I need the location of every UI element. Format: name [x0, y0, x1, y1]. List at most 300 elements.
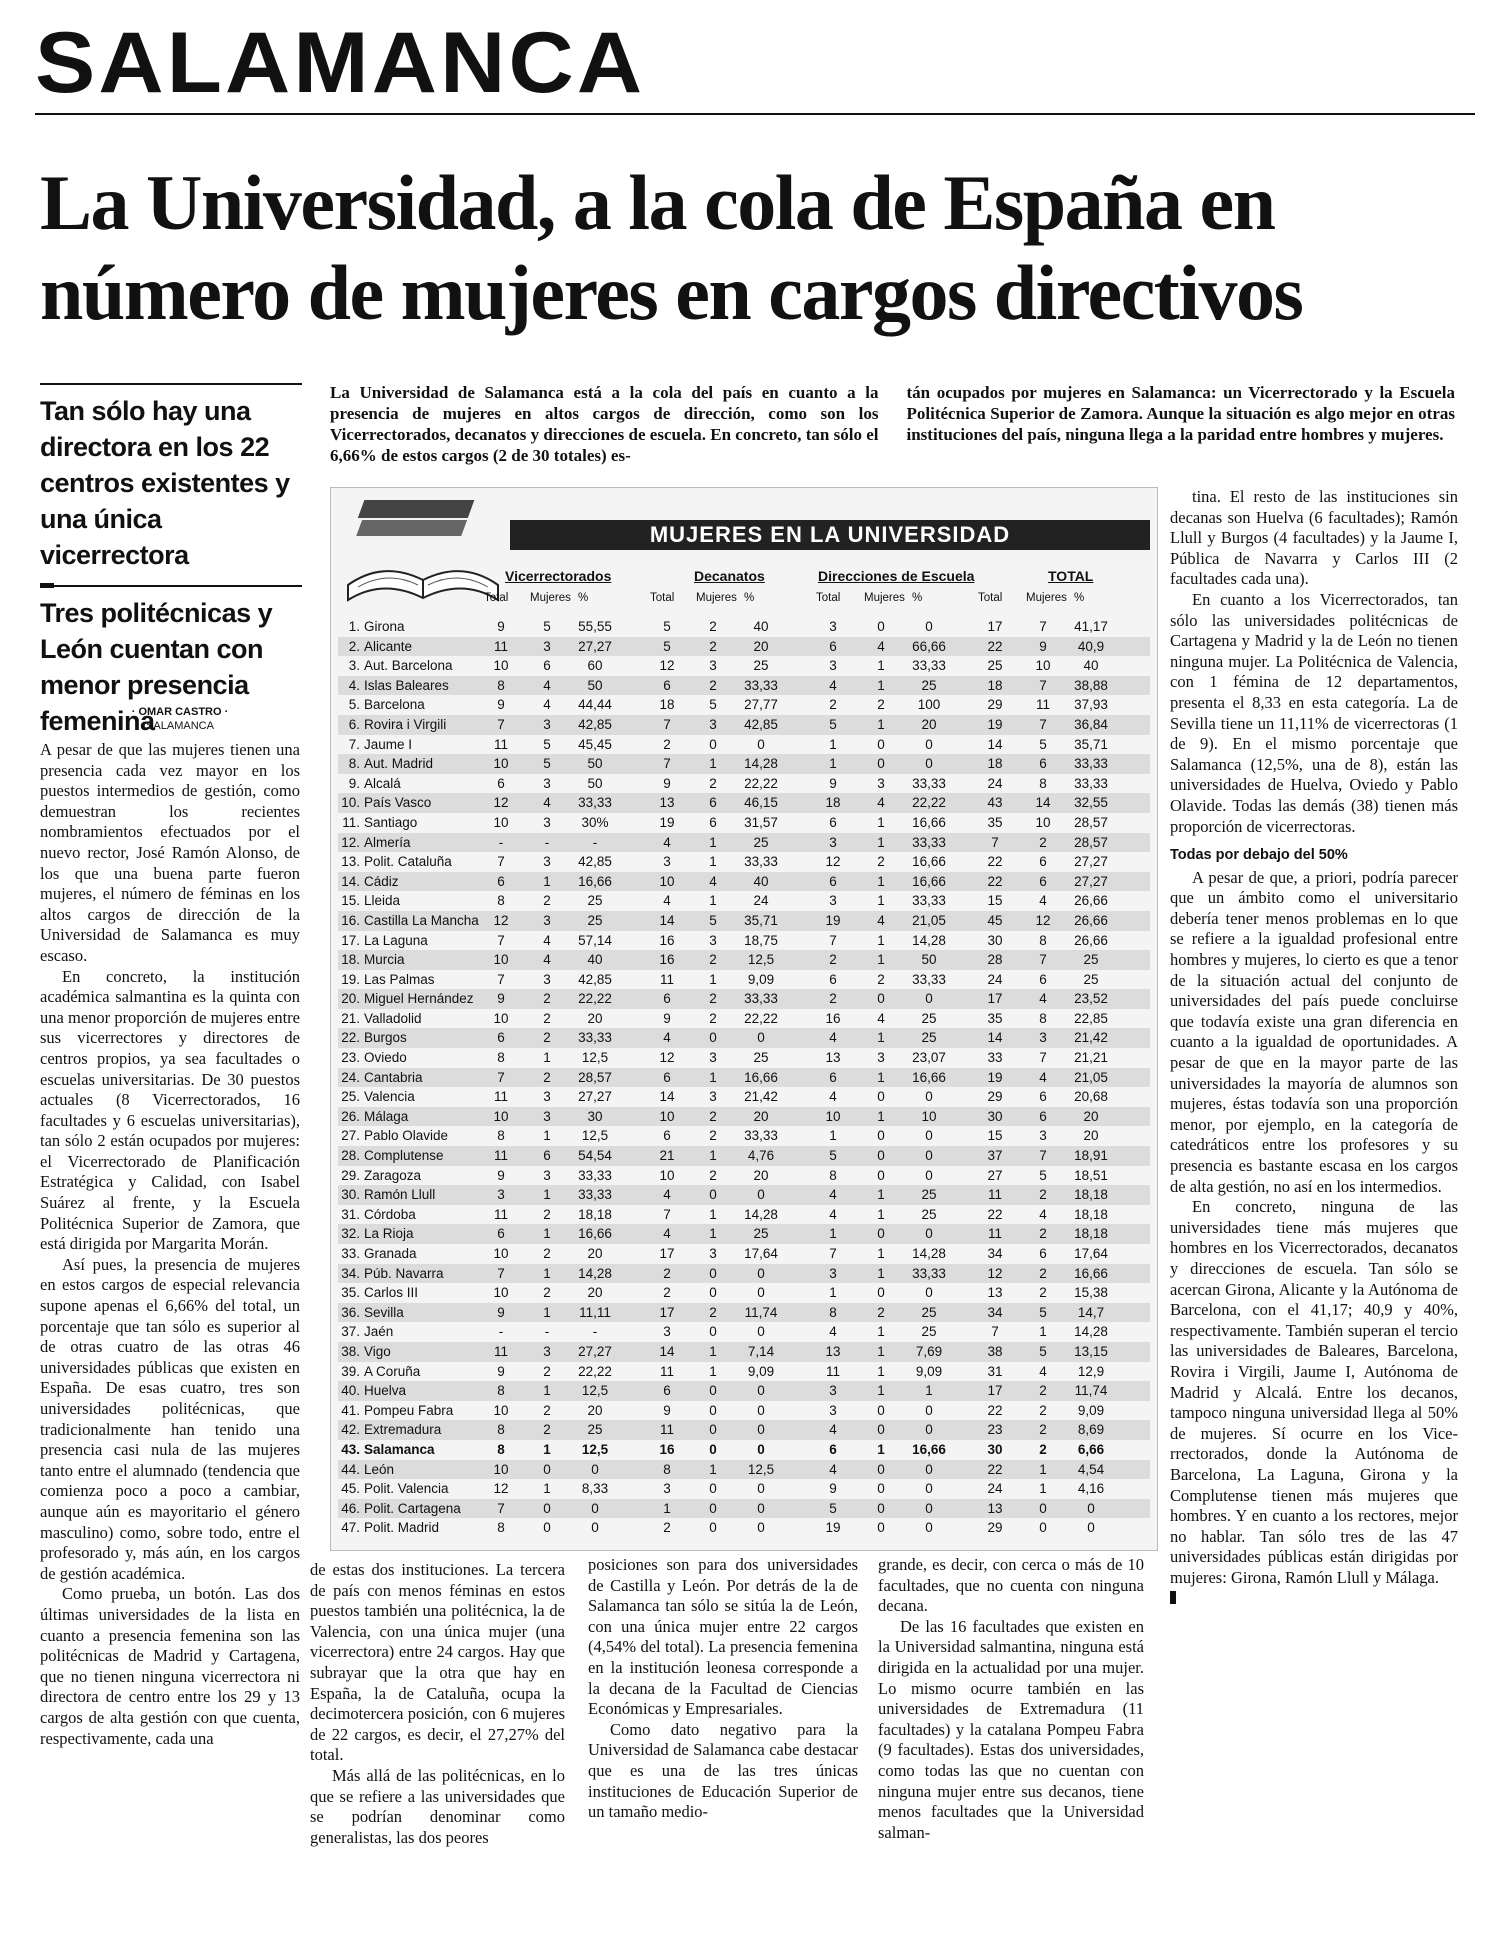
university-cell: Lleida [364, 893, 401, 909]
value-cell: 11,74 [744, 1304, 778, 1320]
rank-cell: 42. [341, 1422, 360, 1438]
value-cell: 1 [709, 756, 717, 772]
value-cell: 8 [497, 1441, 505, 1457]
value-cell: 30 [587, 1108, 603, 1124]
byline-author: · OMAR CASTRO · [131, 706, 229, 718]
value-cell: 42,85 [578, 716, 612, 732]
value-cell: 0 [709, 1481, 717, 1497]
value-cell: 0 [925, 1167, 933, 1183]
value-cell: 0 [877, 991, 885, 1007]
value-cell: 0 [1039, 1500, 1047, 1516]
kicker-2: Tres politécnicas y León cuentan con menor presencia femenina [40, 598, 273, 736]
paragraph: grande, es decir, con cerca o más de 10 facultades, que no cuenta con ninguna decana. [878, 1555, 1144, 1616]
value-cell: 10 [825, 1108, 841, 1124]
value-cell: 4 [663, 893, 671, 909]
value-cell: 11 [987, 1226, 1002, 1242]
value-cell: 16,66 [912, 854, 946, 870]
value-cell: 3 [543, 716, 551, 732]
table-row [338, 1440, 1150, 1460]
table-row [338, 1146, 1150, 1166]
value-cell: 1 [543, 1265, 551, 1281]
table-row [338, 754, 1150, 774]
value-cell: 22,22 [744, 775, 778, 791]
value-cell: 1 [543, 1187, 551, 1203]
table-row [338, 715, 1150, 735]
value-cell: 13 [825, 1050, 841, 1066]
value-cell: 37 [987, 1148, 1003, 1164]
value-cell: 33,33 [1074, 775, 1108, 791]
value-cell: 11 [493, 1343, 508, 1359]
value-cell: 1 [709, 1363, 717, 1379]
value-cell: 0 [925, 1422, 933, 1438]
value-cell: 14 [987, 736, 1003, 752]
value-cell: 38,88 [1074, 677, 1108, 693]
value-cell: 33,33 [578, 1167, 612, 1183]
table-row [338, 1381, 1150, 1401]
value-cell: 3 [1039, 1128, 1047, 1144]
value-cell: 16 [659, 952, 675, 968]
value-cell: 24 [753, 893, 769, 909]
value-cell: 12 [659, 1050, 675, 1066]
value-cell: 7 [497, 1265, 505, 1281]
table-row [338, 774, 1150, 794]
table-row [338, 1264, 1150, 1284]
value-cell: 2 [709, 638, 717, 654]
value-cell: 33,33 [744, 1128, 778, 1144]
value-cell: 25 [753, 1226, 769, 1242]
value-cell: 9,09 [747, 971, 775, 987]
value-cell: 34 [987, 1304, 1003, 1320]
value-cell: 2 [709, 619, 717, 634]
rank-cell: 6. [348, 716, 360, 732]
value-cell: 40 [1083, 658, 1099, 674]
value-cell: 7 [1039, 716, 1047, 732]
value-cell: 22,22 [912, 795, 946, 811]
university-cell: Las Palmas [364, 971, 435, 987]
university-cell: León [364, 1461, 395, 1477]
value-cell: 35 [987, 814, 1003, 830]
university-cell: Aut. Barcelona [364, 658, 453, 674]
value-cell: 16,66 [912, 814, 946, 830]
value-cell: 12,5 [581, 1050, 609, 1066]
value-cell: 14 [659, 912, 675, 928]
value-cell: 10 [659, 873, 675, 889]
value-cell: 0 [925, 1481, 933, 1497]
value-cell: 1 [1039, 1461, 1047, 1477]
value-cell: 22,85 [1074, 1010, 1108, 1026]
value-cell: 1 [877, 893, 885, 909]
value-cell: 42,85 [744, 716, 778, 732]
rank-cell: 5. [348, 697, 360, 713]
sub-header: % [744, 592, 755, 604]
value-cell: 14,28 [744, 1206, 778, 1222]
value-cell: 25 [1083, 952, 1099, 968]
value-cell: 12 [1035, 912, 1051, 928]
value-cell: 13 [987, 1500, 1003, 1516]
value-cell: 30% [581, 814, 609, 830]
body-column-3 [588, 1555, 858, 1823]
section-title: SALAMANCA [35, 15, 646, 111]
value-cell: 14 [987, 1030, 1003, 1046]
value-cell: 12,5 [747, 952, 775, 968]
university-cell: Polit. Cataluña [364, 854, 452, 870]
value-cell: 33,33 [1074, 756, 1108, 772]
value-cell: 0 [1039, 1520, 1047, 1536]
value-cell: 6 [1039, 873, 1047, 889]
value-cell: 20 [1083, 1128, 1099, 1144]
value-cell: 2 [663, 1520, 671, 1536]
value-cell: 2 [1039, 1187, 1047, 1203]
value-cell: 9 [497, 1363, 505, 1379]
paragraph: En concreto, la institución académica salmantina es la quinta con una menor proporción de mujeres entre sus vicerrectores y directores de centros propios, ya sea facultades o escuelas universitarias. De 30 puestos actuales (8 Vicerrectorados, 16 facultades y 6 escuelas universitarias), tan sólo 2 están ocupados por mujeres: el Vicerrectorado de Planificación Estratégica y Calidad, con Isabel Suárez al frente, y la Escuela Politécnica Superior de Zamora, que está dirigida por Margarita Morán. [40, 966, 300, 1254]
body-column-2 [310, 1560, 565, 1848]
value-cell: 4 [543, 677, 551, 693]
value-cell: 8 [497, 677, 505, 693]
value-cell: 4 [829, 1030, 837, 1046]
kicker-1: Tan sólo hay una directora en los 22 centros existentes y una única vicerrectora [40, 396, 290, 570]
value-cell: 6 [497, 1226, 505, 1242]
value-cell: 0 [757, 1422, 765, 1438]
table-title: MUJERES EN LA UNIVERSIDAD [510, 520, 1150, 550]
value-cell: 5 [829, 716, 837, 732]
value-cell: 6 [1039, 1089, 1047, 1105]
value-cell: 18 [987, 756, 1003, 772]
table-row [338, 1479, 1150, 1499]
value-cell: 9 [497, 697, 505, 713]
value-cell: 16 [825, 1010, 841, 1026]
value-cell: 6 [829, 873, 837, 889]
value-cell: 4,54 [1077, 1461, 1105, 1477]
value-cell: 6 [1039, 1246, 1047, 1261]
value-cell: 1 [877, 1108, 885, 1124]
value-cell: 28,57 [578, 1069, 612, 1085]
value-cell: 11 [1035, 697, 1050, 713]
paragraph: A pesar de que las mujeres tienen una presencia cada vez mayor en los puestos intermedios de gestión, como demuestran los recientes nombramientos efectuados por el nuevo rector, José Ramón Alonso, de los que una buena parte fueron mujeres, el número de féminas en los altos cargos de dirección de la Universidad de Salamanca es muy escaso. [40, 740, 300, 965]
value-cell: 7 [991, 1324, 999, 1340]
value-cell: 19 [825, 1520, 841, 1536]
rank-cell: 11. [342, 814, 360, 830]
table-row [338, 1224, 1150, 1244]
value-cell: 17 [987, 619, 1003, 634]
value-cell: 18,91 [1074, 1148, 1108, 1164]
value-cell: 4 [543, 932, 551, 948]
value-cell: 6 [829, 1069, 837, 1085]
value-cell: 9 [663, 1010, 671, 1026]
value-cell: 7 [829, 1246, 837, 1261]
value-cell: 0 [709, 1187, 717, 1203]
value-cell: 7 [991, 834, 999, 850]
value-cell: 0 [877, 756, 885, 772]
rank-cell: 43. [341, 1441, 360, 1457]
value-cell: 5 [663, 619, 671, 634]
value-cell: 3 [829, 619, 837, 634]
university-cell: Islas Baleares [364, 677, 449, 693]
value-cell: 6 [1039, 1108, 1047, 1124]
value-cell: 14,28 [744, 756, 778, 772]
sub-header: Mujeres [864, 592, 905, 604]
value-cell: 10 [493, 1402, 509, 1418]
value-cell: 12 [493, 1481, 509, 1497]
value-cell: 0 [877, 1422, 885, 1438]
value-cell: 1 [877, 1265, 885, 1281]
value-cell: 1 [877, 658, 885, 674]
value-cell: 5 [829, 1500, 837, 1516]
table-row [338, 1009, 1150, 1029]
value-cell: 4 [663, 1226, 671, 1242]
value-cell: 18,18 [1074, 1206, 1108, 1222]
value-cell: 2 [1039, 1402, 1047, 1418]
value-cell: 35,71 [1074, 736, 1108, 752]
body-column-right [1170, 487, 1458, 1609]
value-cell: 26,66 [1074, 932, 1108, 948]
value-cell: 10 [493, 1108, 509, 1124]
value-cell: 31 [987, 1363, 1003, 1379]
rank-cell: 27. [341, 1128, 360, 1144]
value-cell: 8,33 [581, 1481, 609, 1497]
lead-paragraph [330, 382, 1455, 466]
value-cell: 1 [877, 1363, 885, 1379]
value-cell: 0 [877, 1167, 885, 1183]
table-row [338, 617, 1150, 637]
value-cell: 0 [757, 1402, 765, 1418]
value-cell: 1 [877, 932, 885, 948]
value-cell: 11 [659, 1363, 674, 1379]
value-cell: 6 [829, 1441, 837, 1457]
value-cell: 0 [925, 1148, 933, 1164]
top-rule [35, 113, 1475, 115]
value-cell: 0 [709, 1520, 717, 1536]
value-cell: 20 [587, 1402, 603, 1418]
value-cell: 0 [877, 1500, 885, 1516]
rank-cell: 47. [341, 1520, 360, 1536]
value-cell: 10 [493, 1246, 509, 1261]
value-cell: 2 [829, 952, 837, 968]
university-cell: Alcalá [364, 775, 401, 791]
value-cell: 4 [877, 638, 885, 654]
university-cell: Almería [364, 834, 411, 850]
value-cell: 20 [753, 1108, 769, 1124]
value-cell: 27 [987, 1167, 1003, 1183]
value-cell: 2 [877, 1304, 885, 1320]
rank-cell: 39. [341, 1363, 360, 1379]
value-cell: 33,33 [744, 991, 778, 1007]
value-cell: 16,66 [912, 1441, 946, 1457]
value-cell: 0 [709, 1402, 717, 1418]
value-cell: 3 [543, 814, 551, 830]
value-cell: 6 [543, 1148, 551, 1164]
rank-cell: 2. [348, 638, 360, 654]
value-cell: 0 [925, 1128, 933, 1144]
table-row [338, 911, 1150, 931]
value-cell: 8 [497, 893, 505, 909]
value-cell: 3 [829, 893, 837, 909]
value-cell: 9 [663, 775, 671, 791]
value-cell: 0 [757, 1500, 765, 1516]
value-cell: 20,68 [1074, 1089, 1108, 1105]
value-cell: 5 [709, 912, 717, 928]
value-cell: 16 [659, 1441, 675, 1457]
table-row [338, 1499, 1150, 1519]
rank-cell: 25. [341, 1089, 360, 1105]
table-row [338, 793, 1150, 813]
value-cell: 32,55 [1074, 795, 1108, 811]
value-cell: 2 [829, 697, 837, 713]
value-cell: 3 [543, 1089, 551, 1105]
value-cell: 29 [987, 1520, 1003, 1536]
value-cell: 18,18 [1074, 1226, 1108, 1242]
paragraph: Más allá de las politécnicas, en lo que se refiere a las universidades que se podrían denominar como generalistas, las dos peores [310, 1765, 565, 1847]
value-cell: 6 [497, 1030, 505, 1046]
value-cell: 4 [829, 1324, 837, 1340]
table-row [338, 1322, 1150, 1342]
value-cell: 4 [829, 1422, 837, 1438]
group-header: Decanatos [694, 568, 765, 584]
value-cell: - [544, 834, 550, 850]
value-cell: 14,28 [578, 1265, 612, 1281]
table-row [338, 813, 1150, 833]
value-cell: 8 [663, 1461, 671, 1477]
value-cell: 0 [757, 1520, 765, 1536]
value-cell: 10 [1035, 658, 1051, 674]
value-cell: 0 [877, 1461, 885, 1477]
value-cell: 25 [921, 1206, 937, 1222]
value-cell: 11,11 [579, 1304, 611, 1320]
value-cell: 1 [925, 1383, 933, 1399]
value-cell: 0 [757, 736, 765, 752]
value-cell: 4 [877, 1010, 885, 1026]
value-cell: 33,33 [578, 1187, 612, 1203]
value-cell: 4 [829, 677, 837, 693]
value-cell: 15 [987, 1128, 1003, 1144]
value-cell: 6 [1039, 971, 1047, 987]
value-cell: 25 [587, 1422, 603, 1438]
value-cell: 5 [829, 1148, 837, 1164]
university-cell: Málaga [364, 1108, 409, 1124]
value-cell: 33,33 [912, 775, 946, 791]
value-cell: 35 [987, 1010, 1003, 1026]
value-cell: 1 [1039, 1324, 1047, 1340]
rank-cell: 18. [341, 952, 360, 968]
value-cell: 0 [925, 1500, 933, 1516]
value-cell: 2 [1039, 834, 1047, 850]
value-cell: 21,05 [912, 912, 946, 928]
value-cell: 4 [663, 1187, 671, 1203]
value-cell: 0 [757, 1324, 765, 1340]
value-cell: 0 [543, 1520, 551, 1536]
value-cell: 7 [663, 756, 671, 772]
university-cell: Valencia [364, 1089, 415, 1105]
value-cell: 54,54 [578, 1148, 612, 1164]
value-cell: 33,33 [744, 854, 778, 870]
value-cell: 33,33 [912, 834, 946, 850]
value-cell: 7 [663, 716, 671, 732]
rank-cell: 44. [341, 1461, 360, 1477]
value-cell: 15,38 [1074, 1285, 1108, 1301]
value-cell: 8,69 [1077, 1422, 1105, 1438]
value-cell: 7 [1039, 677, 1047, 693]
value-cell: 12 [493, 912, 509, 928]
table-row [338, 1283, 1150, 1303]
value-cell: 0 [877, 1481, 885, 1497]
table-row [338, 1107, 1150, 1127]
table-row [338, 1166, 1150, 1186]
rank-cell: 21. [341, 1010, 360, 1026]
rank-cell: 16. [341, 912, 360, 928]
table-row [338, 676, 1150, 696]
value-cell: 25 [921, 677, 937, 693]
university-cell: Polit. Cartagena [364, 1500, 461, 1516]
value-cell: 1 [709, 1226, 717, 1242]
value-cell: 3 [1039, 1030, 1047, 1046]
university-cell: Rovira i Virgili [364, 716, 447, 732]
value-cell: 24 [987, 775, 1003, 791]
value-cell: 7,14 [747, 1343, 775, 1359]
value-cell: 30 [987, 1441, 1003, 1457]
value-cell: 0 [925, 736, 933, 752]
value-cell: 0 [709, 1265, 717, 1281]
university-cell: Extremadura [364, 1422, 442, 1438]
value-cell: 57,14 [578, 932, 612, 948]
value-cell: 10 [493, 952, 509, 968]
value-cell: 6 [543, 658, 551, 674]
value-cell: 1 [877, 1324, 885, 1340]
value-cell: 9,09 [747, 1363, 775, 1379]
paragraph: de estas dos instituciones. La tercera de país con menos féminas en estos puestos también una politécnica, la de Valencia, con una única mujer (una vicerrectora) entre 24 cargos. Hay que subrayar que la otra que hay en España, la de Cataluña, ocupa la decimotercera posición, con 6 mujeres de 22 cargos, es decir, el 27,27% del total. [310, 1560, 565, 1765]
value-cell: 6 [829, 638, 837, 654]
value-cell: 3 [829, 1402, 837, 1418]
value-cell: 1 [709, 1206, 717, 1222]
value-cell: 7 [1039, 1050, 1047, 1066]
rank-cell: 28. [341, 1148, 360, 1164]
value-cell: 3 [543, 854, 551, 870]
value-cell: 0 [757, 1481, 765, 1497]
value-cell: 3 [877, 1050, 885, 1066]
value-cell: - [592, 834, 598, 850]
value-cell: 10 [493, 814, 509, 830]
value-cell: 1 [877, 1030, 885, 1046]
value-cell: 42,85 [578, 971, 612, 987]
value-cell: 1 [877, 1069, 885, 1085]
value-cell: 4 [877, 795, 885, 811]
value-cell: 1 [709, 1148, 717, 1164]
value-cell: 3 [709, 932, 717, 948]
value-cell: 18 [825, 795, 841, 811]
value-cell: 7 [663, 1206, 671, 1222]
value-cell: 10 [493, 1461, 509, 1477]
value-cell: 4,16 [1077, 1481, 1105, 1497]
value-cell: 0 [757, 1265, 765, 1281]
rank-cell: 14. [341, 873, 360, 889]
value-cell: 14,28 [912, 1246, 946, 1261]
value-cell: 11 [493, 1148, 508, 1164]
value-cell: 4 [1039, 1069, 1047, 1085]
value-cell: 2 [1039, 1265, 1047, 1281]
value-cell: 2 [709, 1010, 717, 1026]
value-cell: 2 [543, 1030, 551, 1046]
value-cell: 8 [1039, 1010, 1047, 1026]
value-cell: 25 [587, 912, 603, 928]
value-cell: 0 [1087, 1520, 1095, 1536]
value-cell: 6 [663, 677, 671, 693]
value-cell: 0 [925, 1461, 933, 1477]
value-cell: 40,9 [1077, 638, 1105, 654]
value-cell: 1 [877, 873, 885, 889]
value-cell: 22 [987, 638, 1003, 654]
table-row [338, 1185, 1150, 1205]
value-cell: 25 [921, 1304, 937, 1320]
paragraph: Como dato negativo para la Universidad de Salamanca cabe destacar que es una de las tres únicas instituciones de Educación Superior de un tamaño medio- [588, 1719, 858, 1822]
table-row [338, 695, 1150, 715]
